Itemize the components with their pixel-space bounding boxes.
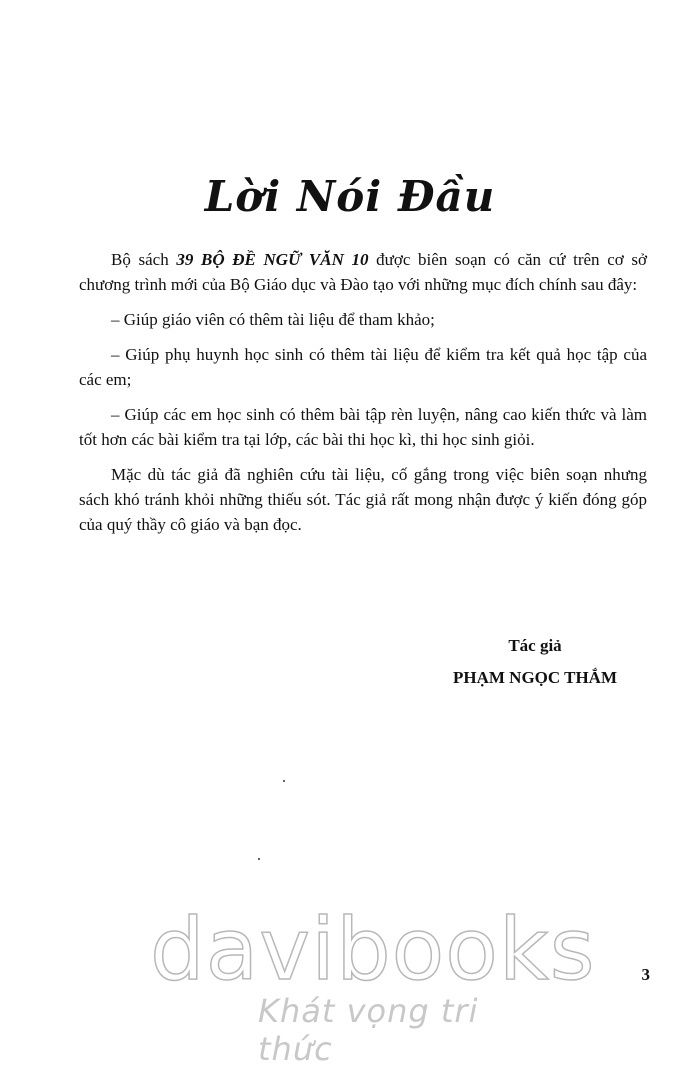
intro-suffix: được biên soạn có căn cứ trên cơ sở chương trình mới của Bộ Giáo dục và Đào tạo với những mục đích chính sau đây: bbox=[79, 250, 647, 294]
book-title-emphasis: 39 BỘ ĐỀ NGỮ VĂN 10 bbox=[176, 250, 369, 269]
watermark-brand: davibooks bbox=[150, 900, 596, 1000]
paragraph-closing: Mặc dù tác giả đã nghiên cứu tài liệu, cố gắng trong việc biên soạn nhưng sách khó tránh khỏi những thiếu sót. Tác giả rất mong nhận được ý kiến đóng góp của quý thầy cô giáo và bạn đọc. bbox=[79, 465, 647, 534]
page-number: 3 bbox=[641, 965, 650, 984]
scan-speck bbox=[283, 780, 285, 782]
preface-body bbox=[79, 247, 647, 547]
author-name: PHẠM NGỌC THẮM bbox=[452, 668, 617, 687]
watermark-logo bbox=[150, 900, 596, 1068]
intro-prefix: Bộ sách bbox=[111, 250, 177, 269]
paragraph-intro bbox=[79, 247, 647, 297]
scan-speck bbox=[258, 858, 260, 860]
paragraph-goal-students: – Giúp các em học sinh có thêm bài tập rèn luyện, nâng cao kiến thức và làm tốt hơn các bài kiểm tra tại lớp, các bài thi học kì, thi học sinh giỏi. bbox=[79, 405, 647, 449]
paragraph-goal-teachers: – Giúp giáo viên có thêm tài liệu để tham khảo; bbox=[111, 310, 435, 329]
signature-block bbox=[420, 630, 650, 694]
watermark-tagline: Khát vọng tri thức bbox=[258, 992, 479, 1068]
paragraph-goal-parents: – Giúp phụ huynh học sinh có thêm tài liệu để kiểm tra kết quả học tập của các em; bbox=[79, 345, 647, 389]
signature-label: Tác giả bbox=[508, 636, 562, 655]
page-title: Lời Nói Đầu bbox=[204, 172, 496, 221]
